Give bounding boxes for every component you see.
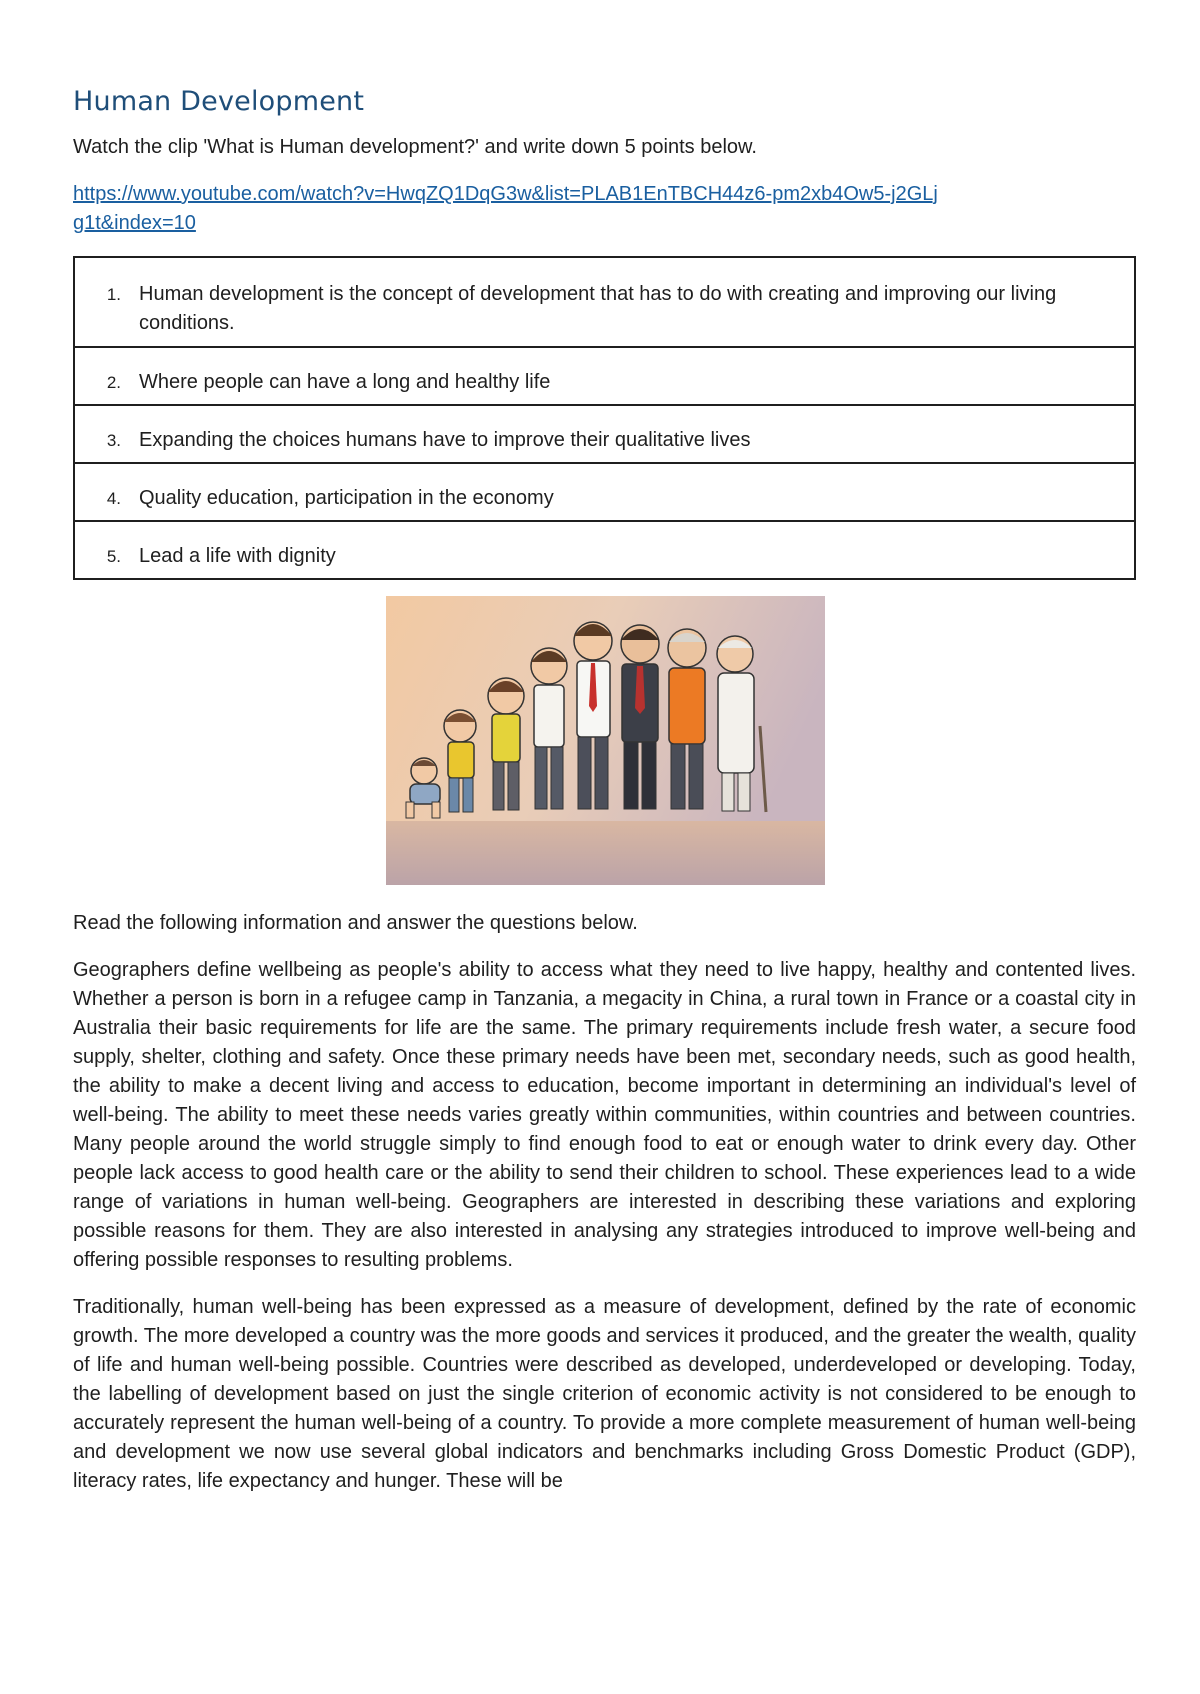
table-row [74,405,1135,463]
point-text: Quality education, participation in the economy [139,487,554,509]
link-line-1: https://www.youtube.com/watch?v=HwqZQ1DqG3w&list=PLAB1EnTBCH44z6-pm2xb4Ow5-j2GLj [73,183,938,205]
point-text: Lead a life with dignity [139,545,336,567]
table-row [74,347,1135,405]
document-page [73,86,1136,1514]
point-text: Expanding the choices humans have to improve their qualitative lives [139,429,751,451]
point-text: Where people can have a long and healthy life [139,371,551,393]
point-number: 4. [106,489,121,508]
page-title: Human Development [73,86,365,117]
paragraph-development: Traditionally, human well-being has been expressed as a measure of development, defined by the rate of economic growth. The more developed a country was the more goods and services it produced, and the greater the wealth, quality of life and human well-being possible. Countries were described as developed, underdeveloped or developing. Today, the labelling of development based on just the single criterion of economic activity is not considered to be enough to accurately represent the human well-being of a country. To provide a more complete measurement of human well-being and development we now use several global indicators and benchmarks including Gross Domestic Product (GDP), literacy rates, life expectancy and hunger. These will be [73,1296,1136,1492]
table-row [74,521,1135,579]
point-number: 3. [106,431,121,450]
human-development-illustration [386,596,825,885]
read-instruction: Read the following information and answer the questions below. [73,912,638,934]
point-number: 2. [106,373,121,392]
point-text: Human development is the concept of development that has to do with creating and improving our living conditions. [139,283,1057,334]
table-row [74,463,1135,521]
points-table [73,256,1136,580]
table-row [74,257,1135,347]
point-number: 5. [106,547,121,566]
link-line-2: g1t&index=10 [73,212,196,234]
youtube-link[interactable] [73,180,1136,238]
paragraph-wellbeing: Geographers define wellbeing as people's ability to access what they need to live happy, healthy and contented lives. Whether a person is born in a refugee camp in Tanzania, a megacity in China, a rural town in France or a coastal city in Australia their basic requirements for life are the same. The primary requirements include fresh water, a secure food supply, shelter, clothing and safety. Once these primary needs have been met, secondary needs, such as good health, the ability to make a decent living and access to education, become important in determining an individual's level of well-being. The ability to meet these needs varies greatly within communities, within countries and between countries. Many people around the world struggle simply to find enough food to eat or enough water to drink every day. Other people lack access to good health care or the ability to send their children to school. These experiences lead to a wide range of variations in human well-being. Geographers are interested in describing these variations and exploring possible reasons for them. They are also interested in analysing any strategies introduced to improve well-being and offering possible responses to resulting problems. [73,959,1136,1271]
point-number: 1. [106,285,121,304]
clip-instruction: Watch the clip 'What is Human development?' and write down 5 points below. [73,136,757,158]
